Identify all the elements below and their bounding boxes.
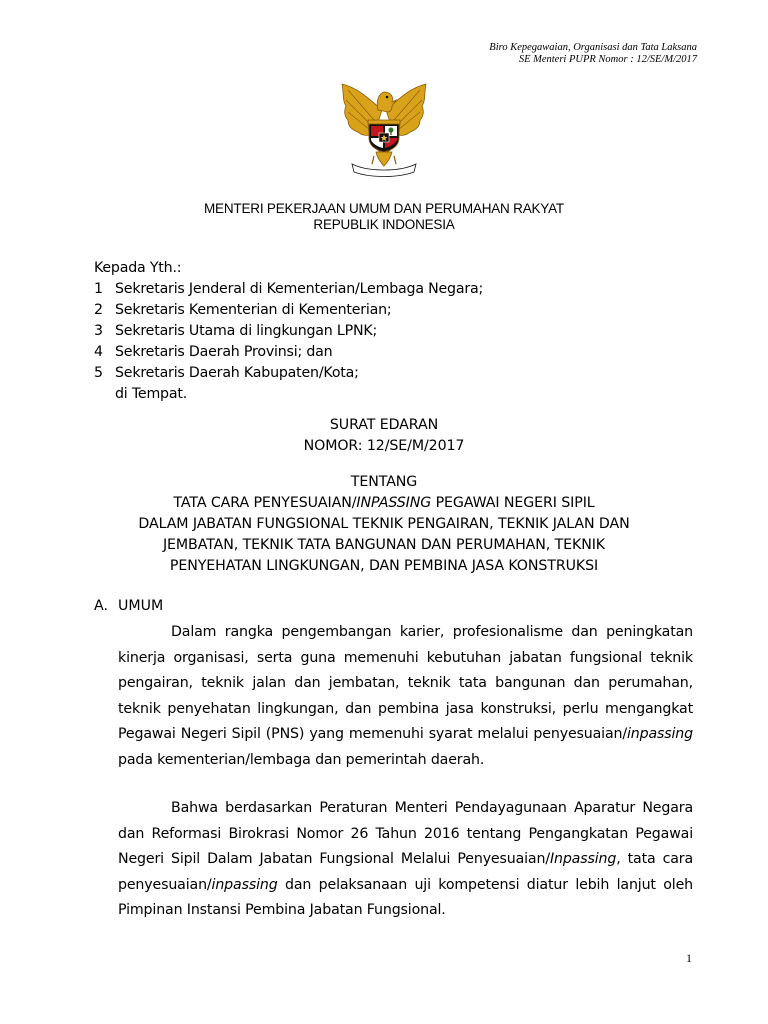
addressee-item-number: 5 (94, 365, 103, 381)
addressee-item (94, 321, 483, 342)
ministry-name: MENTERI PEKERJAAN UMUM DAN PERUMAHAN RAKYAT (204, 201, 564, 216)
salutation: Kepada Yth.: (94, 260, 182, 276)
page-number: 1 (686, 951, 692, 965)
ministry-country: REPUBLIK INDONESIA (313, 217, 455, 232)
addressee-block (94, 258, 483, 405)
subject-block (0, 472, 768, 577)
addressee-item (94, 342, 483, 363)
document-header (489, 42, 697, 66)
addressee-item-text: Sekretaris Daerah Kabupaten/Kota; (115, 365, 359, 381)
garuda-pancasila-emblem-icon (338, 80, 430, 180)
subject-line-4: PENYEHATAN LINGKUNGAN, DAN PEMBINA JASA KONSTRUKSI (169, 558, 599, 574)
addressee-item (94, 300, 483, 321)
paragraph-2 (118, 796, 693, 924)
addressee-item-number: 3 (94, 323, 103, 339)
paragraph-2-text: Bahwa berdasarkan Peraturan Menteri Pendayagunaan Aparatur Negara dan Reformasi Birokrasi Nomor 26 Tahun 2016 tentang Pengangkatan Pegawai Negeri Sipil Dalam Jabatan Fungsional Melalui Penyesuaian/ (118, 800, 693, 867)
subject-line-2: DALAM JABATAN FUNGSIONAL TEKNIK PENGAIRAN, TEKNIK JALAN DAN (138, 516, 630, 532)
addressee-item (94, 363, 483, 384)
paragraph-1-italic: inpassing (626, 726, 693, 742)
addressee-item-text: Sekretaris Daerah Provinsi; dan (115, 344, 333, 360)
ministry-title (0, 201, 768, 233)
circular-number: NOMOR: 12/SE/M/2017 (303, 438, 465, 454)
addressee-item-text: Sekretaris Kementerian di Kementerian; (115, 302, 392, 318)
addressee-item-number: 4 (94, 344, 103, 360)
circular-title: SURAT EDARAN (329, 417, 439, 433)
subject-heading: TENTANG (350, 474, 418, 490)
subject-line-1-italic: INPASSING (356, 495, 432, 511)
paragraph-1-text: Dalam rangka pengembangan karier, profesionalisme dan peningkatan kinerja organisasi, serta guna memenuhi kebutuhan jabatan fungsional teknik pengairan, teknik jalan dan jembatan, teknik tata bangunan dan perumahan, teknik penyehatan lingkungan, dan pembina jasa konstruksi, perlu mengangkat Pegawai Negeri Sipil (PNS) yang memenuhi syarat melalui penyesuaian/ (118, 624, 693, 742)
circular-title-block (0, 415, 768, 457)
paragraph-2-end: dan pelaksanaan uji kompetensi diatur lebih lanjut oleh Pimpinan Instansi Pembina Jabatan Fungsional. (118, 876, 693, 918)
paragraph-2-italic-2: inpassing (211, 876, 278, 893)
subject-line-3: JEMBATAN, TEKNIK TATA BANGUNAN DAN PERUMAHAN, TEKNIK (162, 537, 606, 553)
section-letter: A. (94, 598, 108, 614)
paragraph-2-italic-1: Inpassing (549, 851, 617, 867)
subject-line-1 (0, 493, 768, 514)
subject-line-1-post: PEGAWAI NEGERI SIPIL (431, 495, 595, 511)
paragraph-1 (118, 620, 693, 773)
section-title: UMUM (118, 598, 164, 614)
addressee-item-text: Sekretaris Utama di lingkungan LPNK; (115, 323, 378, 339)
paragraph-1-end: pada kementerian/lembaga dan pemerintah daerah. (118, 751, 485, 768)
addressee-item-number: 1 (94, 281, 103, 297)
header-bureau: Biro Kepegawaian, Organisasi dan Tata Laksana (489, 42, 697, 53)
subject-line-1-pre: TATA CARA PENYESUAIAN/ (173, 495, 357, 511)
addressee-item (94, 279, 483, 300)
header-reference: SE Menteri PUPR Nomor : 12/SE/M/2017 (518, 54, 697, 65)
addressee-location: di Tempat. (115, 386, 188, 402)
addressee-item-text: Sekretaris Jenderal di Kementerian/Lembaga Negara; (115, 281, 484, 297)
addressee-item-number: 2 (94, 302, 103, 318)
section-heading (94, 597, 163, 615)
paragraph-2-middle: , tata cara penyesuaian/ (118, 851, 693, 893)
